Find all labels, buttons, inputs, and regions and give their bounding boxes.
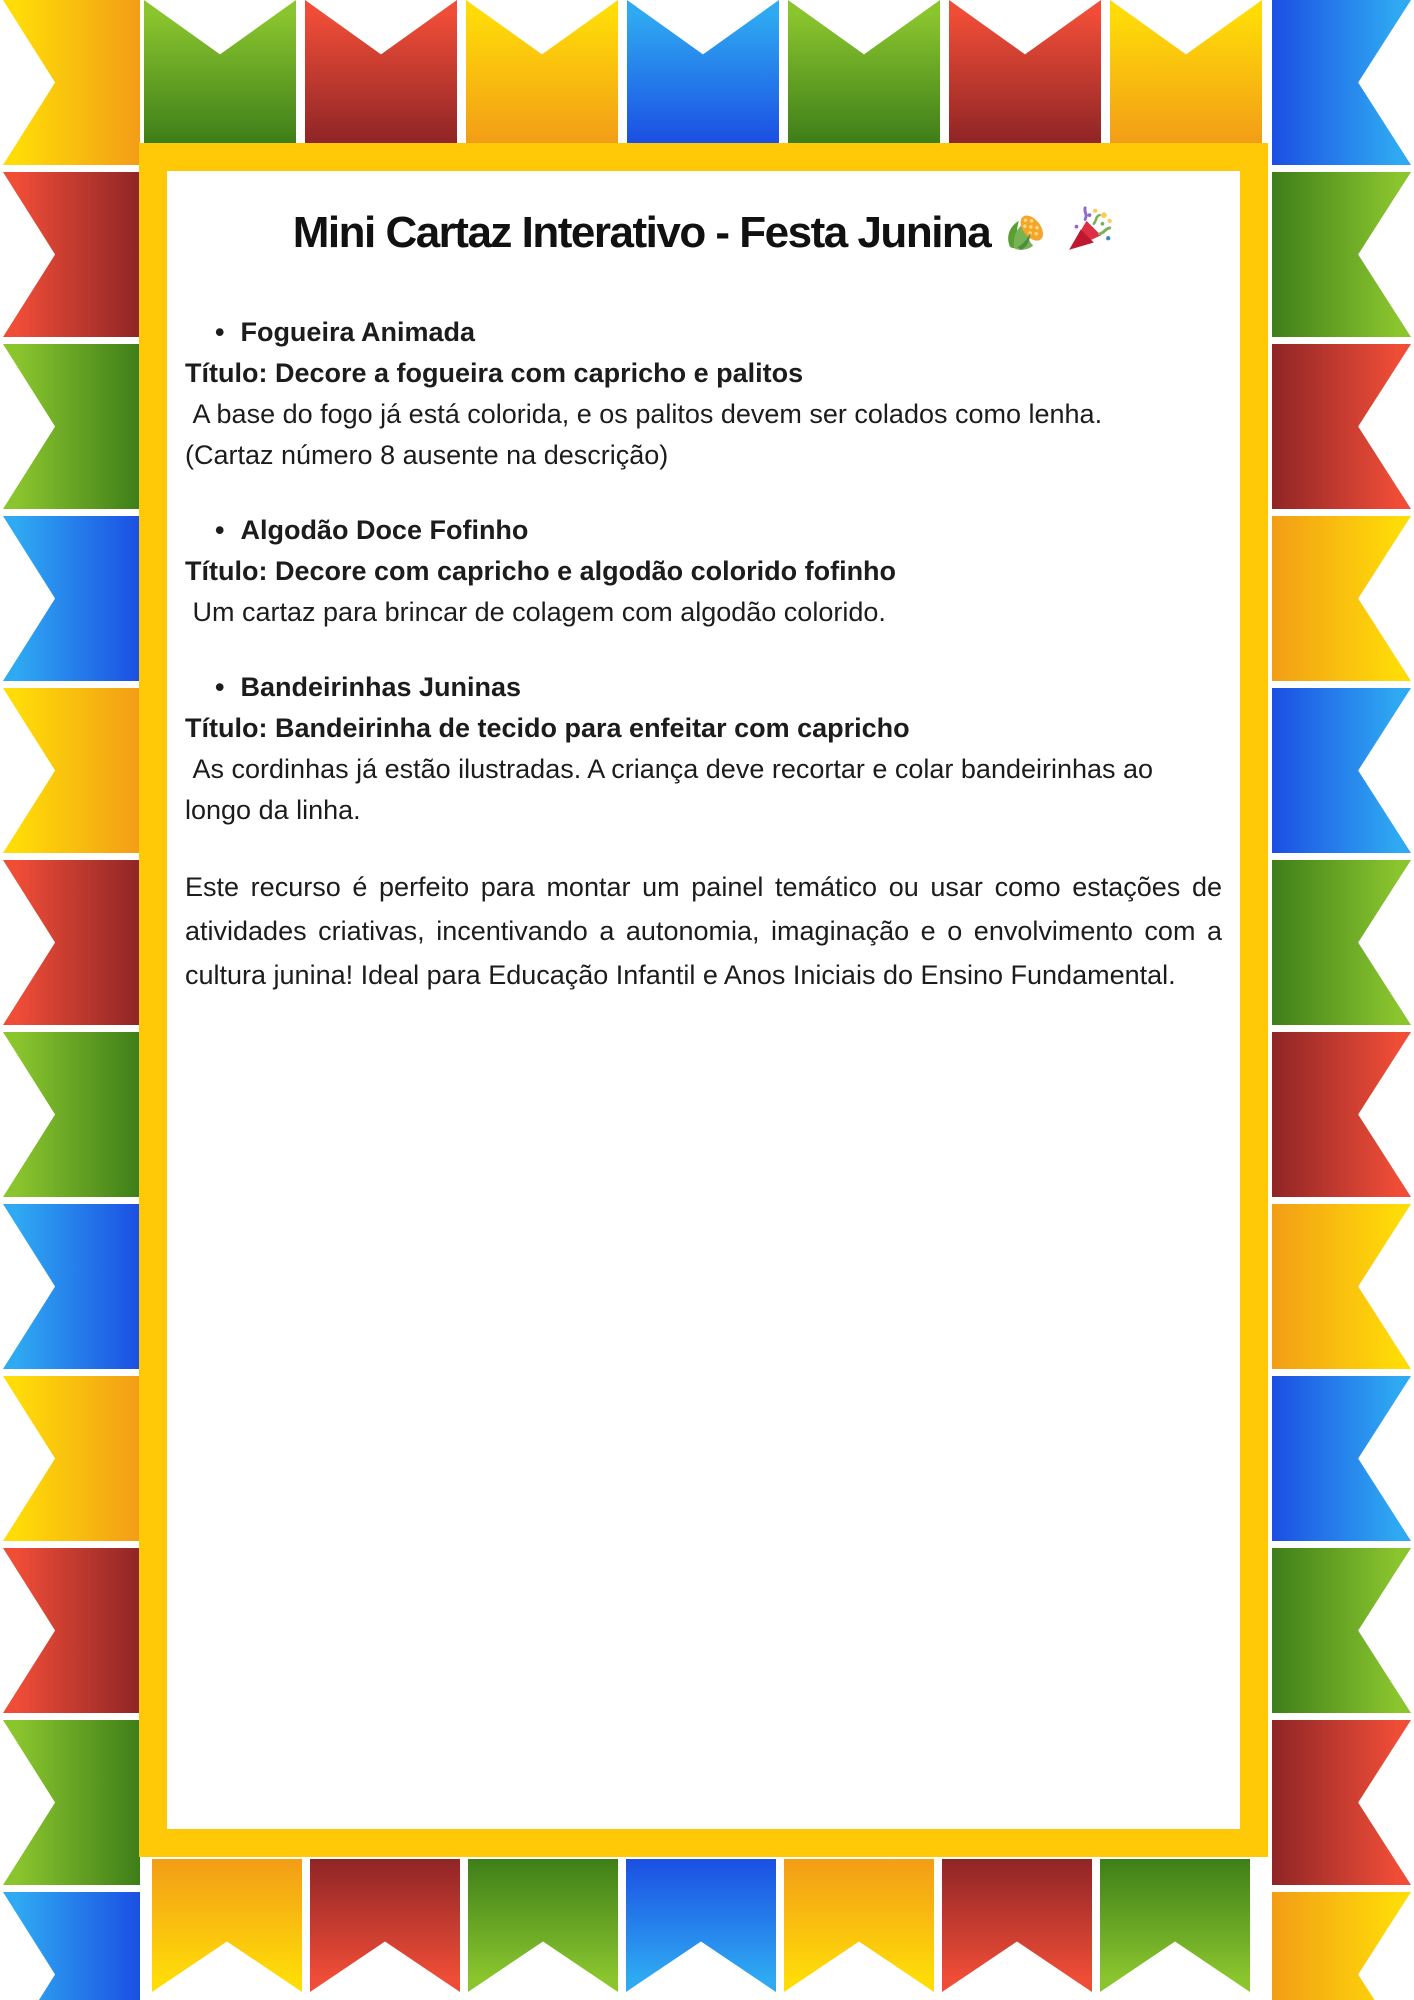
list-item bbox=[185, 667, 1222, 831]
bunting-flag-red bbox=[949, 0, 1101, 143]
item-description: (Cartaz número 8 ausente na descrição) bbox=[185, 440, 669, 470]
bunting-flag-yellow bbox=[1272, 1204, 1411, 1369]
document-content bbox=[167, 171, 1240, 1830]
bunting-flag-red bbox=[3, 1548, 140, 1713]
bunting-flag-green bbox=[788, 0, 940, 143]
bunting-flag-green bbox=[144, 0, 296, 143]
bunting-flag-yellow bbox=[1272, 516, 1411, 681]
item-description: A base do fogo já está colorida, e os palitos devem ser colados como lenha. bbox=[185, 399, 1103, 429]
bunting-flag-blue bbox=[3, 516, 140, 681]
corn-icon bbox=[1000, 205, 1052, 270]
bunting-flag-red bbox=[942, 1859, 1092, 1992]
item-titulo-line: Título: Decore com capricho e algodão colorido fofinho bbox=[185, 556, 897, 586]
bunting-flag-red bbox=[305, 0, 457, 143]
bunting-flag-green bbox=[1100, 1859, 1250, 1992]
bunting-flag-blue bbox=[3, 1892, 140, 2000]
bunting-flag-red bbox=[3, 172, 140, 337]
bunting-flag-yellow bbox=[466, 0, 618, 143]
item-heading bbox=[185, 510, 1222, 551]
bunting-flag-blue bbox=[3, 1204, 140, 1369]
bunting-flag-yellow bbox=[1272, 1892, 1411, 2000]
item-heading bbox=[185, 312, 1222, 353]
item-name: Algodão Doce Fofinho bbox=[240, 515, 529, 545]
bunting-flag-green bbox=[3, 1720, 140, 1885]
bullet-dot: • bbox=[215, 672, 225, 702]
bunting-flag-green bbox=[3, 1032, 140, 1197]
bunting-flag-blue bbox=[1272, 0, 1411, 165]
bunting-flag-blue bbox=[1272, 1376, 1411, 1541]
item-list bbox=[185, 312, 1222, 831]
bunting-flag-green bbox=[1272, 1548, 1411, 1713]
bunting-flag-yellow bbox=[3, 688, 140, 853]
item-name: Bandeirinhas Juninas bbox=[240, 672, 522, 702]
bunting-flag-green bbox=[468, 1859, 618, 1992]
party-popper-icon bbox=[1062, 205, 1114, 270]
bunting-flag-red bbox=[1272, 1720, 1411, 1885]
bunting-flag-blue bbox=[626, 1859, 776, 1992]
closing-paragraph: Este recurso é perfeito para montar um painel temático ou usar como estações de atividades criativas, incentivando a autonomia, imaginação e o envolvimento com a cultura junina! Ideal para Educação Infantil e Anos Iniciais do Ensino Fundamental. bbox=[185, 872, 1230, 990]
bunting-flag-blue bbox=[627, 0, 779, 143]
item-heading bbox=[185, 667, 1222, 708]
bullet-dot: • bbox=[215, 515, 225, 545]
list-item bbox=[185, 510, 1222, 633]
item-titulo-line: Título: Decore a fogueira com capricho e palitos bbox=[185, 358, 804, 388]
item-name: Fogueira Animada bbox=[240, 317, 475, 347]
page-title-text: Mini Cartaz Interativo - Festa Junina bbox=[292, 208, 991, 257]
bunting-flag-yellow bbox=[3, 0, 140, 165]
bunting-flag-green bbox=[1272, 860, 1411, 1025]
bunting-flag-yellow bbox=[1110, 0, 1262, 143]
bunting-flag-red bbox=[1272, 1032, 1411, 1197]
page-title bbox=[185, 205, 1222, 270]
bunting-flag-yellow bbox=[3, 1376, 140, 1541]
item-description: Um cartaz para brincar de colagem com algodão colorido. bbox=[185, 597, 886, 627]
bunting-flag-green bbox=[3, 344, 140, 509]
bunting-flag-blue bbox=[1272, 688, 1411, 853]
bunting-flag-red bbox=[310, 1859, 460, 1992]
bunting-flag-yellow bbox=[784, 1859, 934, 1992]
bunting-flag-red bbox=[3, 860, 140, 1025]
list-item bbox=[185, 312, 1222, 476]
bullet-dot: • bbox=[215, 317, 225, 347]
bunting-flag-red bbox=[1272, 344, 1411, 509]
bunting-flag-green bbox=[1272, 172, 1411, 337]
item-description: As cordinhas já estão ilustradas. A criança deve recortar e colar bandeirinhas ao longo da linha. bbox=[185, 754, 1161, 825]
item-titulo-line: Título: Bandeirinha de tecido para enfeitar com capricho bbox=[185, 713, 910, 743]
bunting-flag-yellow bbox=[152, 1859, 302, 1992]
